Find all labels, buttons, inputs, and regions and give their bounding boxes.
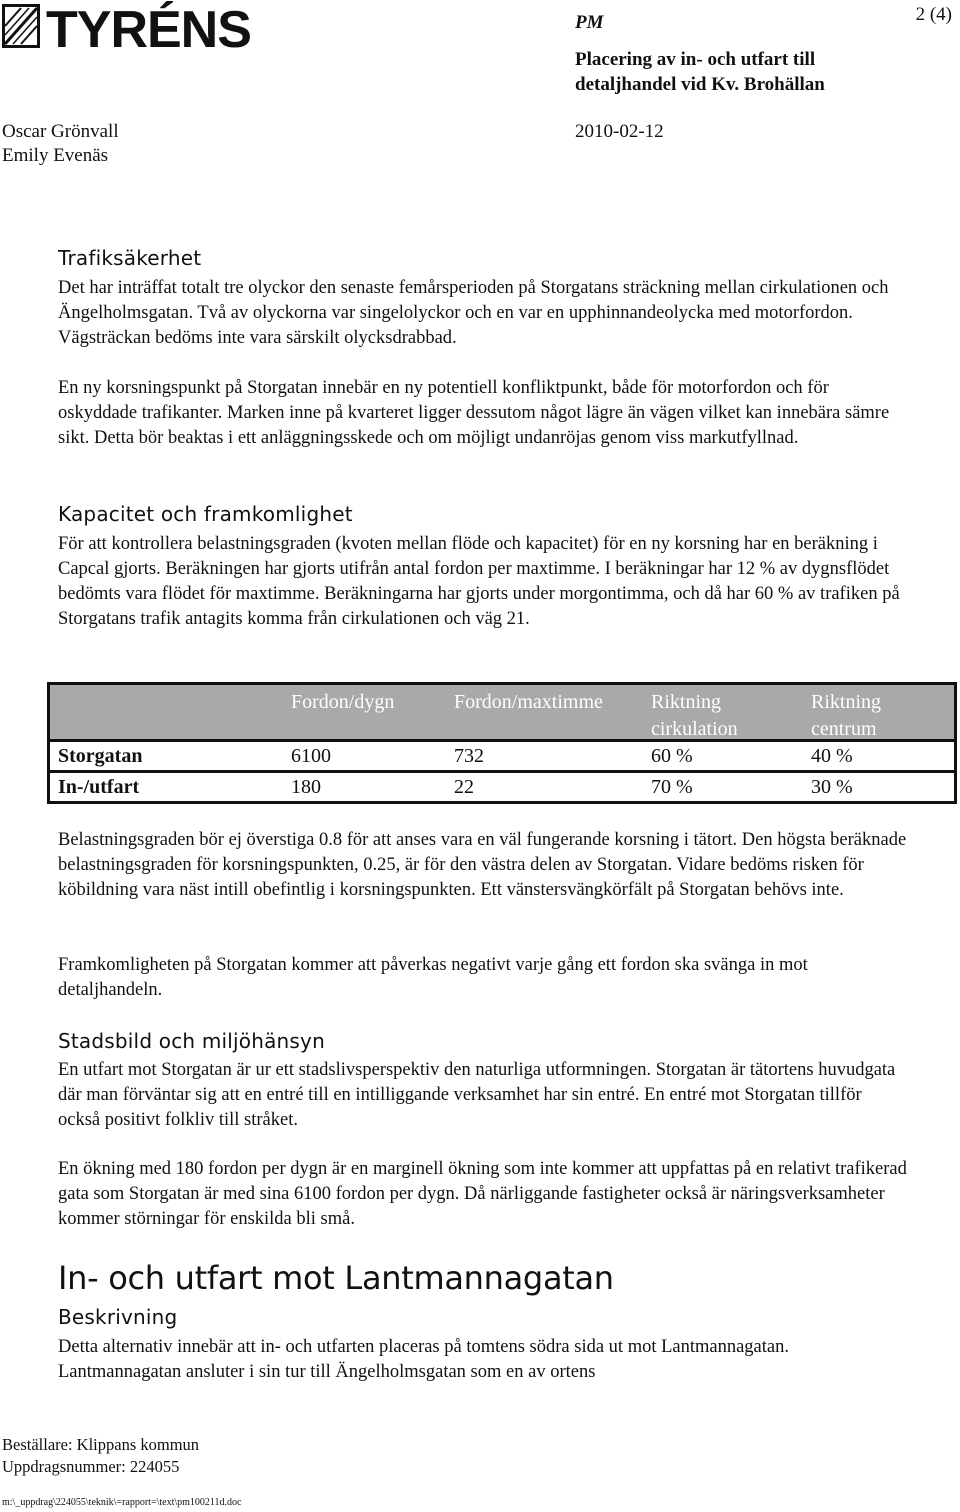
author-1: Oscar Grönvall: [2, 121, 119, 142]
table-cell: 6100: [291, 745, 331, 767]
doc-title-line-2: detaljhandel vid Kv. Brohällan: [575, 74, 825, 95]
doc-title: [575, 47, 935, 97]
heading-lantmannagatan: In- och utfart mot Lantmannagatan: [58, 1259, 614, 1297]
table-cell: 70 %: [651, 776, 693, 798]
traffic-table: [47, 682, 957, 804]
footer-assignment-number: Uppdragsnummer: 224055: [2, 1457, 180, 1476]
table-cell: 732: [454, 745, 484, 767]
heading-kapacitet: Kapacitet och framkomlighet: [58, 502, 353, 526]
footer-file-path: m:\_uppdrag\224055\teknik\=rapport=\text\pm100211d.doc: [2, 1497, 242, 1508]
document-date: 2010-02-12: [575, 121, 664, 142]
table-row-label: In-/utfart: [58, 776, 140, 798]
footer-info: [2, 1434, 199, 1478]
paragraph: En utfart mot Storgatan är ur ett stadslivsperspektiv den naturliga utformningen. Storgatan är tätortens huvudgata där man förväntar sig att en entré till en intilliggande verksamhet har sin entré. En entré mot Storgatan tillför också positivt folkliv till stråket.: [58, 1060, 896, 1130]
paragraph: Detta alternativ innebär att in- och utfarten placeras på tomtens södra sida ut mot Lantmannagatan. Lantmannagatan ansluter i sin tur till Ängelholmsgatan som en av ortens: [58, 1337, 789, 1382]
subheading-beskrivning: Beskrivning: [58, 1305, 178, 1329]
paragraph: En ny korsningspunkt på Storgatan innebär en ny potentiell konfliktpunkt, både för motorfordon och för oskyddade trafikanter. Marken inne på kvarteret ligger dessutom något lägre än vägen vilket kan innebära sämre sikt. Detta bör beaktas i ett anläggningsskede och om möjligt undanröjas genom viss markutfyllnad.: [58, 378, 890, 448]
tyrens-logo-icon: [2, 4, 40, 48]
table-header-cell: Riktning centrum: [811, 691, 882, 740]
doc-type: PM: [575, 12, 604, 33]
paragraph: Det har inträffat totalt tre olyckor den senaste femårsperioden på Storgatans sträckning mellan cirkulationen och Ängelholmsgatan. Två av olyckorna var singelolyckor och en var en upphinnandeolycka med motorfordon. Vägsträckan bedöms inte vara särskilt olycksdrabbad.: [58, 278, 889, 348]
table-cell: 40 %: [811, 745, 853, 767]
paragraph: Framkomligheten på Storgatan kommer att påverkas negativt varje gång ett fordon ska svänga in mot detaljhandeln.: [58, 955, 808, 1000]
page-number: 2 (4): [915, 4, 952, 25]
paragraph: För att kontrollera belastningsgraden (kvoten mellan flöde och kapacitet) för en ny korsning har en beräkning i Capcal gjorts. Beräkningen har gjorts utifrån antal fordon per maxtimme. I beräkningar har 12 % av dygnsflödet bedömts vara flödet för maxtimme. Beräkningarna har gjorts under morgontimma, och då har 60 % av trafiken på Storgatans trafik antagits komma från cirkulationen och väg 21.: [58, 534, 900, 629]
table-header-cell: Riktning cirkulation: [651, 691, 738, 740]
heading-trafiksakerhet: Trafiksäkerhet: [58, 246, 202, 270]
heading-stadsbild: Stadsbild och miljöhänsyn: [58, 1029, 325, 1053]
table-cell: 180: [291, 776, 321, 798]
table-row-label: Storgatan: [58, 745, 143, 767]
table-cell: 22: [454, 776, 474, 798]
table-header-cell: Fordon/maxtimme: [454, 691, 603, 713]
table-row: [47, 742, 957, 773]
table-header: [47, 682, 957, 742]
doc-title-line-1: Placering av in- och utfart till: [575, 49, 816, 70]
logo-wordmark: TYRÉNS: [46, 1, 251, 59]
table-cell: 30 %: [811, 776, 853, 798]
footer-orderer: Beställare: Klippans kommun: [2, 1435, 200, 1454]
author-2: Emily Evenäs: [2, 145, 109, 166]
table-header-cell: Fordon/dygn: [291, 691, 395, 713]
paragraph: En ökning med 180 fordon per dygn är en marginell ökning som inte kommer att uppfattas på en relativt trafikerad gata som Storgatan är med sina 6100 fordon per dygn. Då närliggande fastigheter också är näringsverksamheter kommer störningar för enskilda bli små.: [58, 1159, 907, 1229]
table-cell: 60 %: [651, 745, 693, 767]
table-row: [47, 773, 957, 804]
paragraph: Belastningsgraden bör ej överstiga 0.8 för att anses vara en väl fungerande korsning i tätort. Den högsta beräknade belastningsgraden för korsningspunkten, 0.25, är för den västra delen av Storgatan. Vidare bedöms risken för köbildning vara näst intill obefintlig i korsningspunkten. Ett vänstersvängkörfält på Storgatan behövs inte.: [58, 830, 907, 900]
